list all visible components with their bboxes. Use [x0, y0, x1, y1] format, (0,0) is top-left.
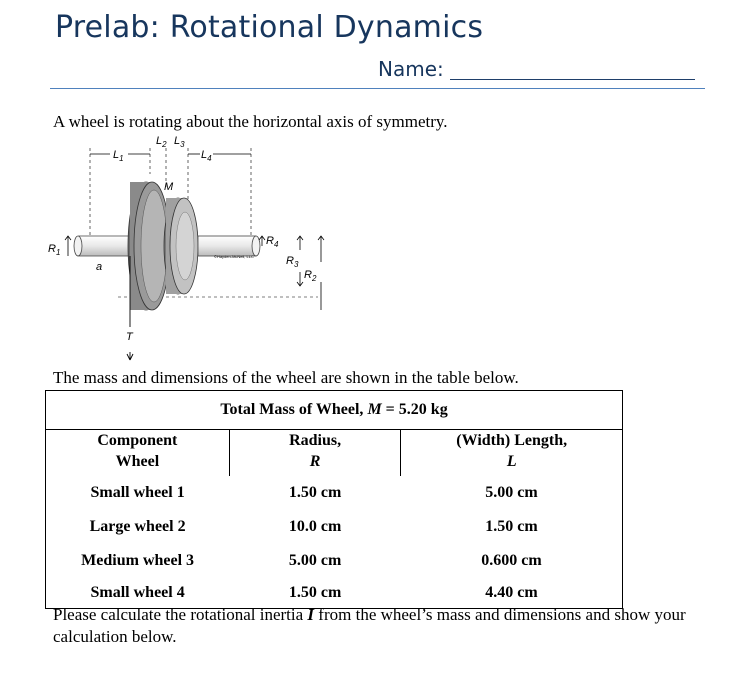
label-L4: $L_4$ — [201, 149, 212, 163]
cell-length: 0.600 cm — [401, 544, 623, 578]
header-radius: Radius, R — [229, 430, 401, 477]
cell-radius: 10.0 cm — [288, 518, 342, 535]
table-row — [46, 544, 623, 578]
name-label: Name: — [378, 57, 444, 81]
table-row — [46, 476, 623, 510]
cell-length: 4.40 cm — [401, 578, 623, 609]
title-underline — [50, 88, 705, 89]
label-R3: $R_3$ — [286, 255, 299, 269]
cell-radius: 1.50 cm — [229, 578, 401, 609]
page-title: Prelab: Rotational Dynamics — [55, 10, 484, 45]
label-T: T — [126, 331, 133, 343]
cell-component: Small wheel 1 — [46, 476, 230, 510]
dimensions-table — [45, 390, 623, 609]
cell-component: Large wheel 2 — [46, 510, 230, 544]
label-L3: $L_3$ — [174, 135, 185, 149]
label-R1: $R_1$ — [48, 243, 61, 257]
cell-length: 1.50 cm — [401, 510, 623, 544]
total-mass-row — [46, 391, 623, 430]
label-L2: $L_2$ — [156, 135, 167, 149]
table-caption: The mass and dimensions of the wheel are shown in the table below. — [53, 368, 519, 387]
label-R4: $R_4$ — [266, 235, 279, 249]
wheel-diagram — [38, 132, 338, 370]
label-M: M — [164, 181, 174, 193]
header-component: Component Wheel — [46, 430, 230, 477]
cell-component: Small wheel 4 — [46, 578, 230, 609]
cell-radius: 1.50 cm — [288, 484, 342, 501]
label-L1: $L_1$ — [113, 149, 124, 163]
table-row — [46, 510, 623, 544]
table-header-row — [46, 430, 623, 477]
copyright-text: ©Hayden-McNeil, LLC — [214, 254, 254, 259]
name-blank-line — [450, 79, 695, 80]
instructions-text: Please calculate the rotational inertia I from the wheel’s mass and dimensions and show your calculation below. — [53, 605, 686, 646]
label-a: a — [96, 261, 103, 273]
label-R2: $R_2$ — [304, 269, 317, 283]
total-mass-cell: Total Mass of Wheel, M = 5.20 kg — [46, 391, 623, 430]
cell-radius: 5.00 cm — [288, 552, 342, 569]
cell-length: 5.00 cm — [401, 476, 623, 510]
cell-component: Medium wheel 3 — [46, 544, 230, 578]
header-length: (Width) Length, L — [401, 430, 623, 477]
intro-text: A wheel is rotating about the horizontal axis of symmetry. — [53, 112, 448, 131]
